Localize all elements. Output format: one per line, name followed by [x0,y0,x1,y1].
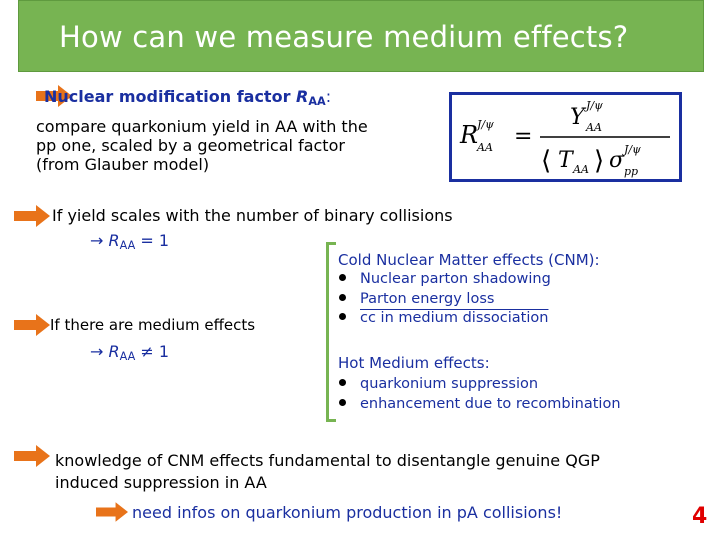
list-item: Parton energy loss [338,290,551,310]
formula-den-T: T [558,148,573,173]
scaling-statement: If yield scales with the number of binary collisions [52,206,453,225]
pA-requirement: need infos on quarkonium production in pA collisions! [132,503,563,522]
effects-bracket [326,242,336,422]
rAA-description-line-3: (from Glauber model) [36,155,210,174]
formula-right-angle: ⟩ [594,146,605,176]
medium-statement: If there are medium effects [50,316,256,334]
formula-equals: = [514,124,533,149]
medium-result [90,342,169,366]
cnm-list [338,270,551,329]
rAA-heading-text: Nuclear modification factor [44,87,297,106]
title-bar [18,0,704,72]
list-item [338,309,551,329]
medium-result-value: ≠ 1 [135,342,170,361]
rAA-heading [44,87,331,108]
rAA-colon: : [325,87,332,106]
right-arrow-icon: → [90,231,104,250]
arrow-icon [14,445,50,467]
scaling-result-symbol: R [108,231,120,250]
formula-lhs-sup: J/ψ [477,118,494,131]
formula-lhs-sub: AA [477,141,493,154]
slide-title: How can we measure medium effects? [59,20,629,54]
list-item: enhancement due to recombination [338,395,621,415]
medium-result-sub: AA [119,350,136,363]
scaling-result-value: = 1 [135,231,170,250]
rAA-description-line-1: compare quarkonium yield in AA with the [36,117,368,136]
arrow-icon [96,502,128,522]
conclusion-text [55,450,600,494]
page-number: 4 [692,504,708,529]
formula-den-sigma-sup: J/ψ [624,143,641,156]
rAA-subscript: AA [308,95,326,108]
scaling-result-sub: AA [119,239,136,252]
arrow-icon [14,314,50,336]
formula-lhs-symbol: R [460,121,479,149]
formula-num-symbol: Y [570,105,585,130]
formula-den-sigma-sub: pp [624,165,639,178]
rAA-formula [452,95,679,179]
conclusion-line-2: induced suppression in AA [55,473,267,492]
arrow-icon [14,205,50,227]
anti-quark-c: cc in medium dissociation [360,310,549,326]
rAA-description-line-2: pp one, scaled by a geometrical factor [36,136,345,155]
medium-result-symbol: R [108,342,120,361]
hot-medium-heading: Hot Medium effects: [338,354,490,372]
formula-den-T-sub: AA [573,163,589,176]
formula-num-sup: J/ψ [586,99,603,112]
formula-box [449,92,682,182]
right-arrow-icon: → [90,342,104,361]
formula-den-sigma: σ [609,148,625,173]
hot-medium-list [338,375,621,414]
rAA-description [36,117,368,174]
scaling-result [90,231,169,255]
rAA-symbol: R [296,87,309,106]
formula-num-sub: AA [586,121,602,134]
formula-left-angle: ⟨ [541,146,552,176]
list-item: Nuclear parton shadowing [338,270,551,290]
cnm-heading: Cold Nuclear Matter effects (CNM): [338,251,600,269]
conclusion-line-1: knowledge of CNM effects fundamental to disentangle genuine QGP [55,451,600,470]
list-item: quarkonium suppression [338,375,621,395]
